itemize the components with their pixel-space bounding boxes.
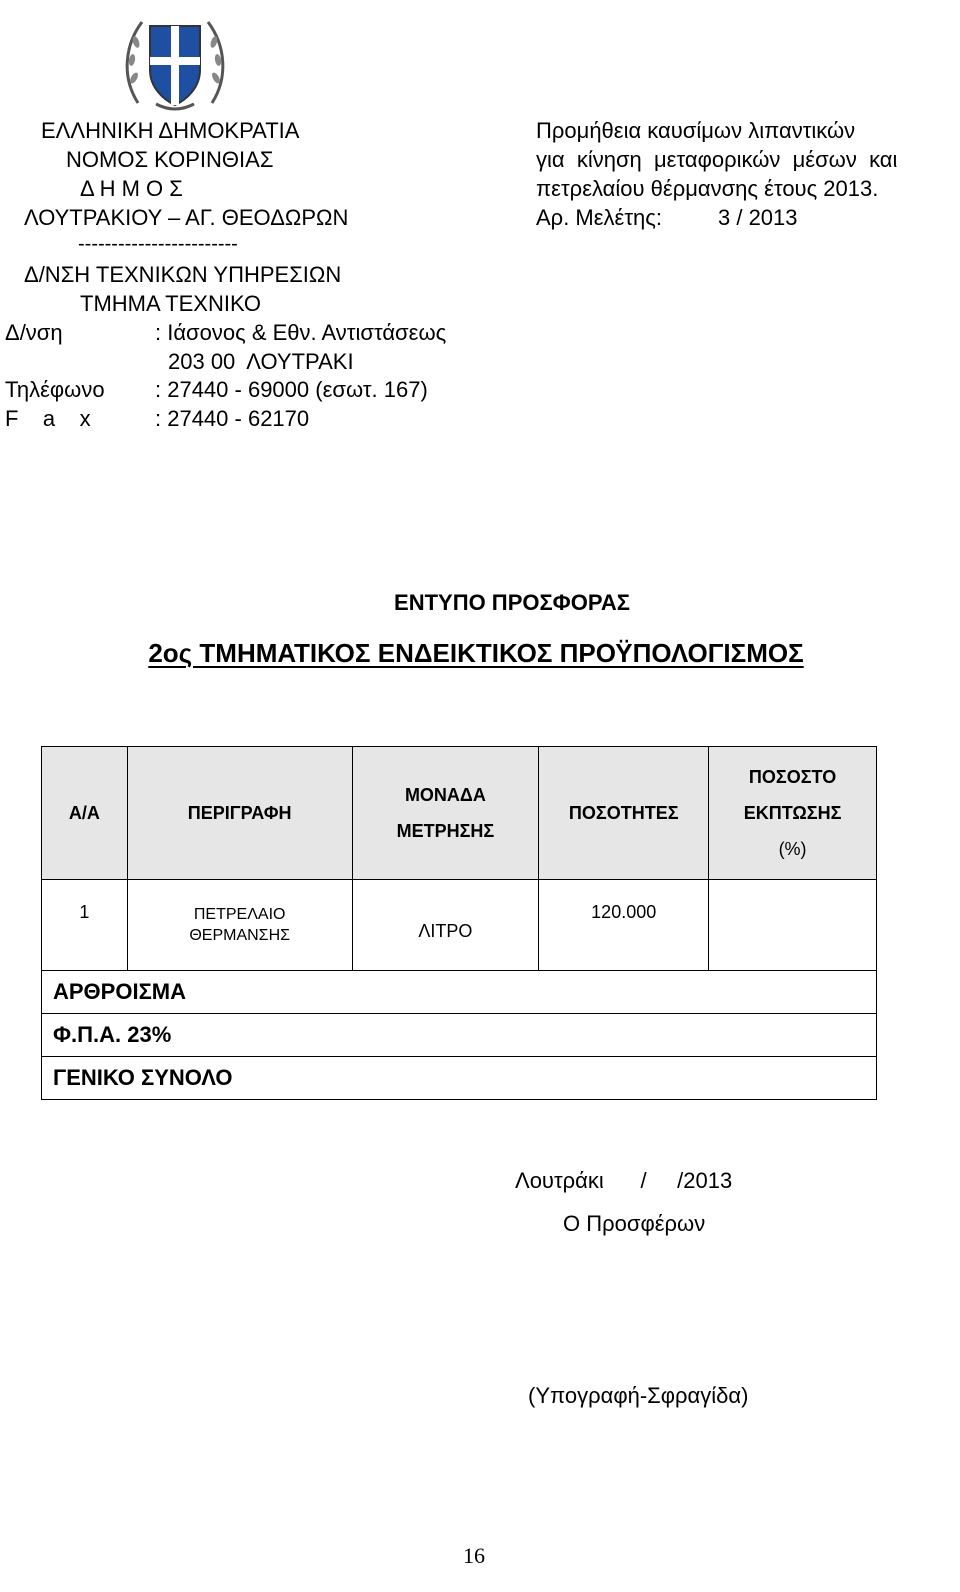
page-number: 16 (463, 1543, 485, 1568)
header-unit-line1: ΜΟΝΑΔΑ (404, 785, 486, 805)
header-discount-percent: (%) (778, 839, 807, 859)
table-row (42, 880, 877, 971)
sum-row (42, 971, 877, 1014)
row-unit: ΛΙΤΡΟ (352, 880, 539, 971)
coat-of-arms-emblem (120, 8, 230, 118)
row-description-line1: ΠΕΤΡΕΛΑΙΟ (193, 906, 286, 923)
fax-label: F a x (5, 406, 91, 431)
phone-label: Τηλέφωνο (5, 377, 105, 402)
header-discount-line3 (709, 831, 876, 867)
header-aa: Α/Α (42, 747, 128, 880)
sum-label: ΑΡΘΡΟΙΣΜΑ (42, 971, 877, 1014)
form-title: ΕΝΤΥΠΟ ΠΡΟΣΦΟΡΑΣ (394, 590, 630, 615)
grand-total-label: ΓΕΝΙΚΟ ΣΥΝΟΛΟ (42, 1057, 877, 1100)
department-name: ΤΜΗΜΑ ΤΕΧΝΙΚΟ (80, 291, 262, 316)
project-title-line2: για κίνηση μεταφορικών μέσων και (536, 147, 898, 172)
header-discount (709, 747, 877, 880)
project-title-line3: πετρελαίου θέρμανσης έτους 2013. (536, 176, 879, 201)
directorate-name: Δ/ΝΣΗ ΤΕΧΝΙΚΩΝ ΥΠΗΡΕΣΙΩΝ (24, 262, 342, 287)
address-label: Δ/νση (5, 320, 63, 345)
budget-title-text: 2ος ΤΜΗΜΑΤΙΚΟΣ ΕΝΔΕΙΚΤΙΚΟΣ ΠΡΟΫΠΟΛΟΓΙΣΜΟΣ (148, 638, 804, 668)
header-discount-line2: ΕΚΠΤΩΣΗΣ (743, 803, 842, 823)
study-number: 3 / 2013 (718, 205, 798, 230)
municipality-label: Δ Η Μ Ο Σ (80, 176, 183, 201)
place-date: Λουτράκι / /2013 (515, 1168, 733, 1193)
row-description (127, 880, 352, 971)
header-discount-line1: ΠΟΣΟΣΤΟ (748, 767, 837, 787)
budget-title (0, 638, 952, 669)
address-value: : Ιάσονος & Εθν. Αντιστάσεως (155, 320, 447, 345)
signature-stamp-label: (Υπογραφή-Σφραγίδα) (528, 1383, 749, 1408)
row-discount-field[interactable] (709, 880, 877, 971)
offer-table (41, 746, 877, 1100)
row-quantity: 120.000 (539, 880, 709, 971)
phone-value: : 27440 - 69000 (εσωτ. 167) (155, 377, 428, 402)
table-header-row (42, 747, 877, 880)
prefecture-name: ΝΟΜΟΣ ΚΟΡΙΝΘΙΑΣ (66, 147, 274, 172)
header-unit-line2: ΜΕΤΡΗΣΗΣ (396, 821, 495, 841)
header-unit (352, 747, 539, 880)
header-description: ΠΕΡΙΓΡΑΦΗ (127, 747, 352, 880)
header-separator: ------------------------ (78, 233, 238, 255)
vat-row (42, 1014, 877, 1057)
header-quantity: ΠΟΣΟΤΗΤΕΣ (539, 747, 709, 880)
fax-value: : 27440 - 62170 (155, 406, 310, 431)
municipality-name: ΛΟΥΤΡΑΚΙΟΥ – ΑΓ. ΘΕΟΔΩΡΩΝ (24, 205, 349, 230)
offerer-label: Ο Προσφέρων (563, 1211, 706, 1236)
row-description-line2: ΘΕΡΜΑΝΣΗΣ (189, 927, 291, 944)
project-title-line1: Προμήθεια καυσίμων λιπαντικών (536, 118, 856, 143)
row-aa: 1 (42, 880, 128, 971)
country-name: ΕΛΛΗΝΙΚΗ ΔΗΜΟΚΡΑΤΙΑ (41, 118, 300, 143)
study-number-label: Αρ. Μελέτης: (536, 205, 662, 230)
address-city: 203 00 ΛΟΥΤΡΑΚΙ (168, 349, 354, 374)
grand-total-row (42, 1057, 877, 1100)
vat-label: Φ.Π.Α. 23% (42, 1014, 877, 1057)
